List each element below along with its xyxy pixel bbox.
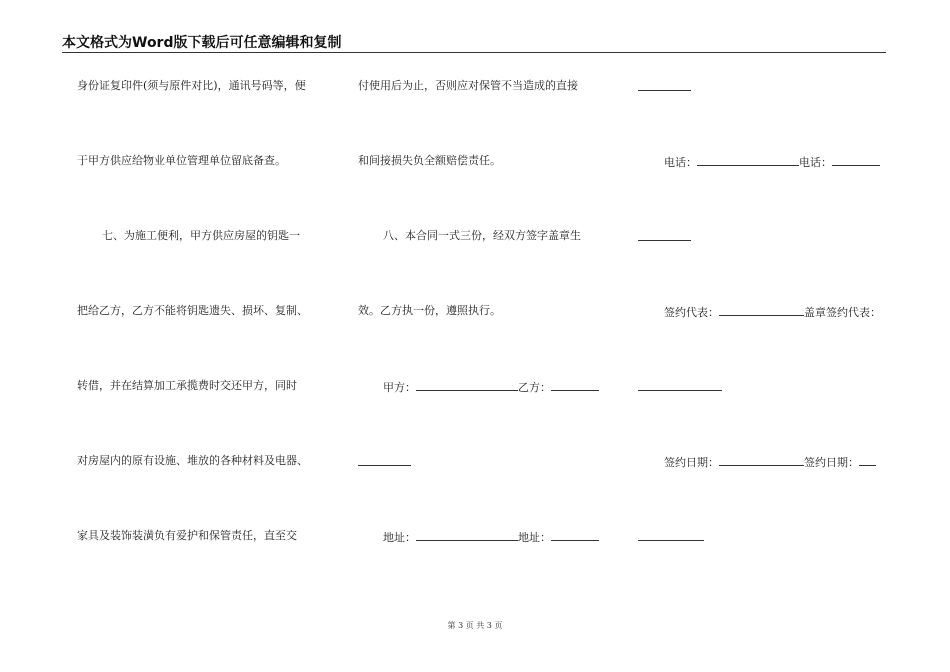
- phone-blank-1: [697, 154, 799, 166]
- col3-blank-3: [638, 379, 722, 391]
- col1-line-2: 于甲方供应给物业单位管理单位留底备查。: [77, 154, 286, 167]
- party-a-blank: [416, 379, 518, 391]
- col2-trailing-blank: [358, 454, 411, 466]
- address-b-label: 地址：: [518, 531, 551, 544]
- phone-label-1: 电话：: [664, 156, 697, 169]
- col2-trailing-blank-row: [358, 454, 411, 470]
- rep-label-1: 签约代表：: [664, 306, 719, 319]
- date-label-2: 签约日期：: [804, 456, 859, 469]
- address-a-blank: [416, 529, 518, 541]
- col1-line-3: 七、为施工便利，甲方供应房屋的钥匙一: [102, 229, 300, 242]
- col3-blank-4: [638, 529, 704, 541]
- date-blank-1: [719, 454, 804, 466]
- phone-row: [664, 154, 880, 170]
- col1-line-6: 对房屋内的原有设施、堆放的各种材料及电器、: [77, 454, 308, 467]
- address-b-blank: [551, 529, 599, 541]
- phone-label-2: 电话：: [799, 156, 832, 169]
- col2-line-3: 八、本合同一式三份，经双方签字盖章生: [383, 229, 581, 242]
- page-number-footer: 第 3 页 共 3 页: [447, 621, 503, 630]
- col3-blank-2: [638, 229, 691, 241]
- col3-blank-1: [638, 79, 691, 91]
- col1-line-5: 转借，并在结算加工承揽费时交还甲方，同时: [77, 379, 297, 392]
- document-header-title: 本文格式为Word版下载后可任意编辑和复制: [62, 34, 886, 53]
- col1-line-7: 家具及装饰装潢负有爱护和保管责任，直至交: [77, 529, 297, 542]
- address-a-label: 地址：: [383, 531, 416, 544]
- col3-blank-row-4: [638, 529, 704, 545]
- col1-line-4: 把给乙方，乙方不能将钥匙遗失、损坏、复制、: [77, 304, 308, 317]
- col2-line-2: 和间接损失负全额赔偿责任。: [358, 154, 501, 167]
- phone-blank-2: [832, 154, 880, 166]
- col1-line-1: 身份证复印件(须与原件对比)，通讯号码等，便: [77, 79, 306, 92]
- col3-blank-row-2: [638, 229, 691, 245]
- col3-blank-row-3: [638, 379, 722, 395]
- rep-label-2: 盖章签约代表：: [804, 306, 881, 319]
- rep-blank-1: [719, 304, 804, 316]
- representative-row: [664, 304, 881, 320]
- party-a-label: 甲方：: [383, 381, 416, 394]
- sign-date-row: [664, 454, 876, 470]
- col3-blank-row-1: [638, 79, 691, 95]
- col2-line-1: 付使用后为止，否则应对保管不当造成的直接: [358, 79, 578, 92]
- party-signature-row: [383, 379, 599, 395]
- address-row: [383, 529, 599, 545]
- date-label-1: 签约日期：: [664, 456, 719, 469]
- date-blank-2: [859, 454, 876, 466]
- col2-line-4: 效。乙方执一份，遵照执行。: [358, 304, 501, 317]
- party-b-blank: [551, 379, 599, 391]
- party-b-label: 乙方：: [518, 381, 551, 394]
